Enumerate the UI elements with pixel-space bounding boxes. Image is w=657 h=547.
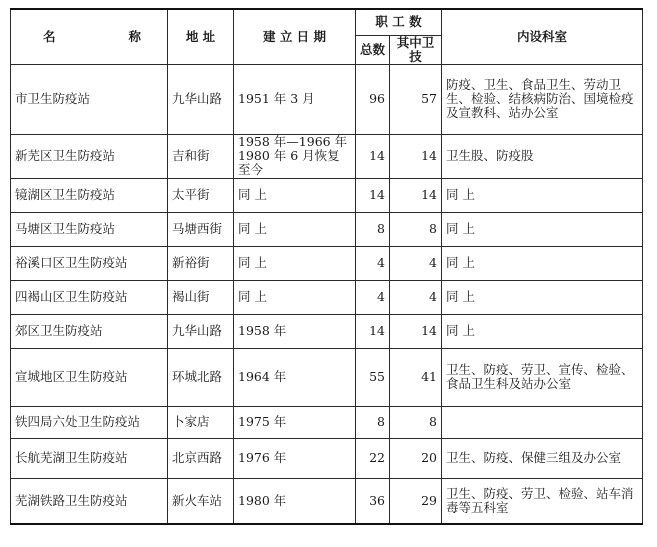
address-cell: 九华山路 [168, 314, 234, 348]
table-row [11, 64, 643, 134]
staff-total-cell: 14 [356, 314, 390, 348]
established-cell: 同 上 [234, 178, 356, 212]
established-cell: 同 上 [234, 246, 356, 280]
address-cell: 新裕街 [168, 246, 234, 280]
header-name [11, 9, 168, 64]
table-row [11, 478, 643, 524]
staff-health-cell: 41 [390, 348, 442, 406]
address-cell: 太平街 [168, 178, 234, 212]
staff-health-cell: 20 [390, 438, 442, 478]
table-row [11, 314, 643, 348]
staff-health-cell: 14 [390, 134, 442, 178]
staff-total-cell: 4 [356, 246, 390, 280]
station-name-cell: 铁四局六处卫生防疫站 [11, 406, 168, 438]
established-cell: 1958 年—1966 年 1980 年 6 月恢复至今 [234, 134, 356, 178]
header-staff-total: 总数 [356, 35, 390, 64]
address-cell: 新火车站 [168, 478, 234, 524]
staff-total-cell: 14 [356, 178, 390, 212]
staff-total-cell: 14 [356, 134, 390, 178]
header-staff-health: 其中卫技 [390, 35, 442, 64]
departments-cell: 卫生、防疫、劳卫、宣传、检验、食品卫生科及站办公室 [442, 348, 643, 406]
staff-total-cell: 8 [356, 406, 390, 438]
staff-total-cell: 96 [356, 64, 390, 134]
header-name-left: 名 [43, 28, 56, 44]
address-cell: 北京西路 [168, 438, 234, 478]
departments-cell: 同 上 [442, 178, 643, 212]
header-staff-group: 职 工 数 [356, 9, 442, 35]
established-cell: 1975 年 [234, 406, 356, 438]
header-name-right: 称 [128, 28, 141, 44]
staff-total-cell: 22 [356, 438, 390, 478]
station-name-cell: 镜湖区卫生防疫站 [11, 178, 168, 212]
station-name-cell: 长航芜湖卫生防疫站 [11, 438, 168, 478]
departments-cell: 同 上 [442, 212, 643, 246]
staff-health-cell: 4 [390, 246, 442, 280]
established-cell: 1976 年 [234, 438, 356, 478]
table-row [11, 178, 643, 212]
staff-health-cell: 8 [390, 212, 442, 246]
station-name-cell: 四褐山区卫生防疫站 [11, 280, 168, 314]
established-cell: 同 上 [234, 280, 356, 314]
address-cell: 褐山街 [168, 280, 234, 314]
address-cell: 卜家店 [168, 406, 234, 438]
departments-cell: 卫生股、防疫股 [442, 134, 643, 178]
staff-total-cell: 55 [356, 348, 390, 406]
staff-health-cell: 57 [390, 64, 442, 134]
header-departments: 内设科室 [442, 9, 643, 64]
address-cell: 九华山路 [168, 64, 234, 134]
established-cell: 1980 年 [234, 478, 356, 524]
address-cell: 马塘西街 [168, 212, 234, 246]
station-name-cell: 新芜区卫生防疫站 [11, 134, 168, 178]
address-cell: 环城北路 [168, 348, 234, 406]
table-row [11, 246, 643, 280]
station-name-cell: 郊区卫生防疫站 [11, 314, 168, 348]
table-row [11, 212, 643, 246]
departments-cell: 防疫、卫生、食品卫生、劳动卫生、检验、结核病防治、国境检疫及宣教科、站办公室 [442, 64, 643, 134]
header-established: 建 立 日 期 [234, 9, 356, 64]
address-cell: 吉和街 [168, 134, 234, 178]
staff-total-cell: 8 [356, 212, 390, 246]
departments-cell: 卫生、防疫、保健三组及办公室 [442, 438, 643, 478]
table-body [11, 64, 643, 524]
established-cell: 1964 年 [234, 348, 356, 406]
header-address: 地 址 [168, 9, 234, 64]
station-name-cell: 裕溪口区卫生防疫站 [11, 246, 168, 280]
established-cell: 1958 年 [234, 314, 356, 348]
station-name-cell: 市卫生防疫站 [11, 64, 168, 134]
departments-cell [442, 406, 643, 438]
table-row [11, 134, 643, 178]
staff-health-cell: 29 [390, 478, 442, 524]
epidemic-station-table [10, 8, 643, 525]
established-cell: 1951 年 3 月 [234, 64, 356, 134]
table-row [11, 280, 643, 314]
station-name-cell: 宣城地区卫生防疫站 [11, 348, 168, 406]
staff-total-cell: 36 [356, 478, 390, 524]
station-name-cell: 马塘区卫生防疫站 [11, 212, 168, 246]
staff-health-cell: 4 [390, 280, 442, 314]
departments-cell: 同 上 [442, 314, 643, 348]
departments-cell: 同 上 [442, 246, 643, 280]
established-cell: 同 上 [234, 212, 356, 246]
departments-cell: 卫生、防疫、劳卫、检验、站车消毒等五科室 [442, 478, 643, 524]
staff-health-cell: 8 [390, 406, 442, 438]
table-row [11, 406, 643, 438]
staff-health-cell: 14 [390, 314, 442, 348]
table-row [11, 348, 643, 406]
staff-total-cell: 4 [356, 280, 390, 314]
departments-cell: 同 上 [442, 280, 643, 314]
staff-health-cell: 14 [390, 178, 442, 212]
table-row [11, 438, 643, 478]
station-name-cell: 芜湖铁路卫生防疫站 [11, 478, 168, 524]
